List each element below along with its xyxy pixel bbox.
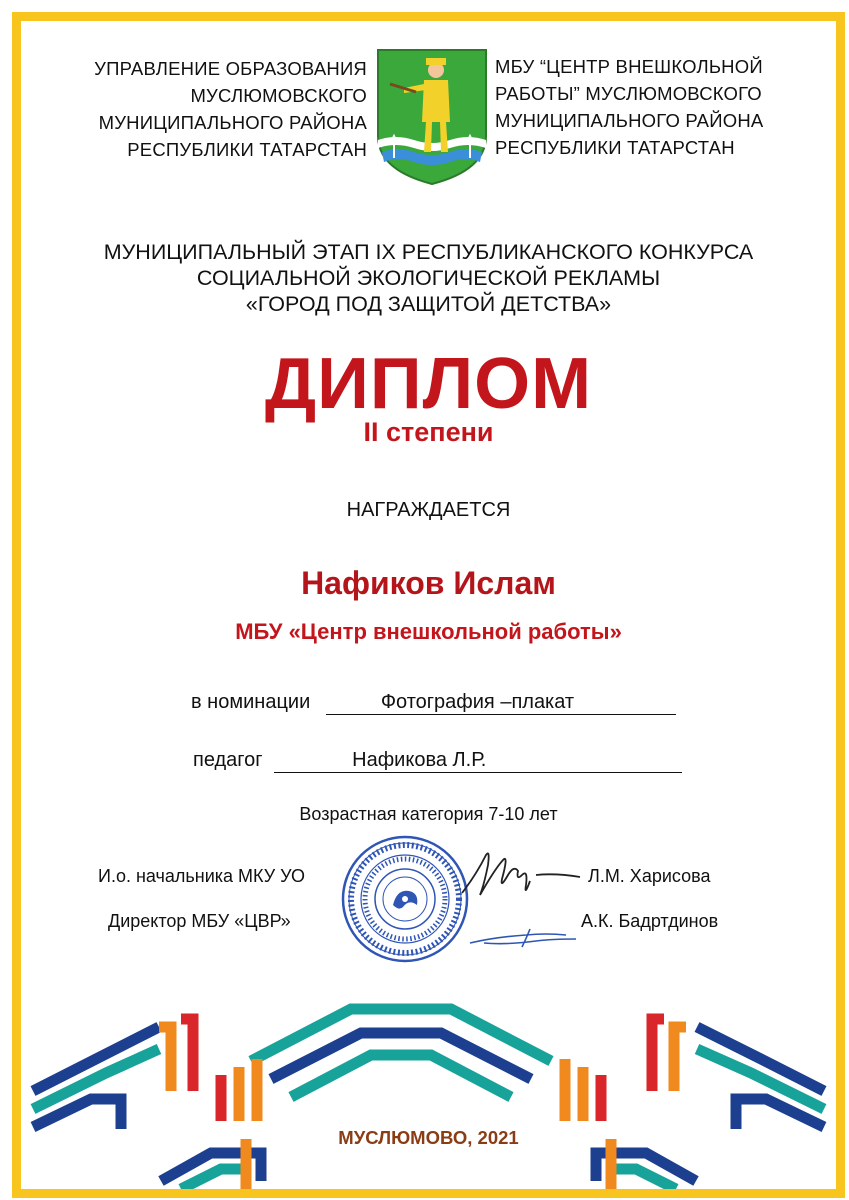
header-right-line: РАБОТЫ” МУСЛЮМОВСКОГО [495,83,762,104]
diploma-degree: II степени [363,417,494,447]
signatory-1-name: Л.М. Харисова [588,866,711,886]
contest-line: СОЦИАЛЬНОЙ ЭКОЛОГИЧЕСКОЙ РЕКЛАМЫ [196,266,661,290]
contest-title [21,239,836,317]
signature-icon [466,921,586,951]
teacher-row [193,749,682,773]
header-left-line: УПРАВЛЕНИЕ ОБРАЗОВАНИЯ [94,58,367,79]
nomination-label: в номинации [191,691,311,713]
recipient-organization: МБУ «Центр внешкольной работы» [235,619,622,644]
contest-line: «ГОРОД ПОД ЗАЩИТОЙ ДЕТСТВА» [245,292,612,316]
signature-icon [456,845,596,905]
footer-place-year: МУСЛЮМОВО, 2021 [338,1127,519,1148]
teacher-value: Нафикова Л.Р. [274,749,682,773]
recipient-name: Нафиков Ислам [301,565,556,601]
header-right-issuer [495,53,795,161]
signatory-2-name: А.К. Бадртдинов [581,911,719,931]
diploma-frame [12,12,845,1198]
header-left-line: МУСЛЮМОВСКОГО [190,85,367,106]
header-left-issuer [77,55,367,163]
header-right-line: РЕСПУБЛИКИ ТАТАРСТАН [495,137,735,158]
header-left-line: РЕСПУБЛИКИ ТАТАРСТАН [127,139,367,160]
header-left-line: МУНИЦИПАЛЬНОГО РАЙОНА [98,112,367,133]
age-category: Возрастная категория 7-10 лет [299,804,558,824]
municipal-coat-of-arms-icon [376,48,488,186]
diploma-title: ДИПЛОМ [264,344,593,424]
contest-line: МУНИЦИПАЛЬНЫЙ ЭТАП IX РЕСПУБЛИКАНСКОГО КОНКУРСА [103,240,754,264]
official-seal-icon [339,833,471,965]
decorative-ornament [21,971,836,1189]
signatory-1-role: И.о. начальника МКУ УО [98,866,306,886]
nomination-value: Фотография –плакат [326,691,676,715]
teacher-label: педагог [193,749,263,771]
header-right-line: МУНИЦИПАЛЬНОГО РАЙОНА [495,110,764,131]
nomination-row [191,691,676,715]
header-right-line: МБУ “ЦЕНТР ВНЕШКОЛЬНОЙ [495,56,763,77]
awarded-label: НАГРАЖДАЕТСЯ [346,499,511,521]
signatory-2-role: Директор МБУ «ЦВР» [108,911,291,931]
